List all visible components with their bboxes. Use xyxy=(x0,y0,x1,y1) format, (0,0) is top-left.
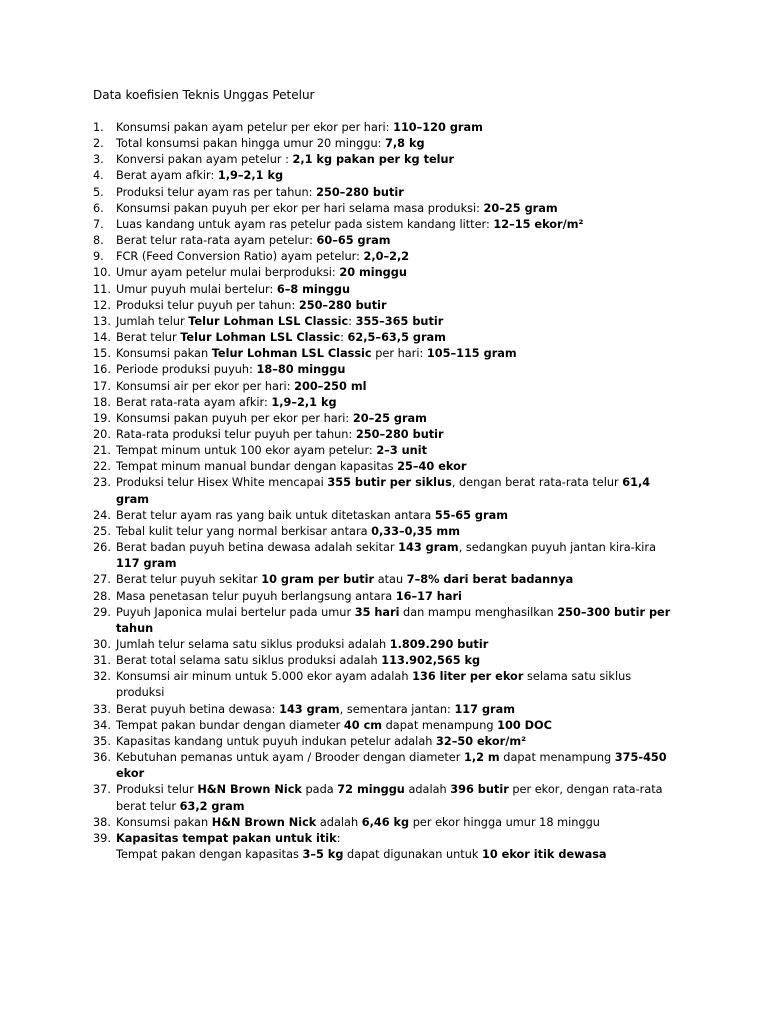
bold-value: 1.809.290 butir xyxy=(389,638,489,651)
item-text: Luas kandang untuk ayam ras petelur pada sistem kandang litter: xyxy=(116,217,494,231)
bold-value: 18–80 minggu xyxy=(256,363,346,377)
list-number: 36. xyxy=(93,751,111,765)
item-text: , dengan berat rata-rata telur xyxy=(451,476,623,490)
bold-value: 375-450 ekor xyxy=(116,751,667,781)
document-title: Data koefisien Teknis Unggas Petelur xyxy=(93,88,315,102)
list-number: 34. xyxy=(93,718,111,732)
bold-value: 200–250 ml xyxy=(294,379,367,393)
item-text: Tempat minum manual bundar dengan kapasitas xyxy=(116,460,398,474)
item-text: Tempat pakan dengan kapasitas xyxy=(116,848,303,862)
list-item xyxy=(93,201,683,217)
item-text: Berat total selama satu siklus produksi adalah xyxy=(116,654,382,668)
list-item xyxy=(93,362,683,378)
list-number: 11. xyxy=(93,282,111,296)
item-text: : xyxy=(348,314,356,328)
list-item xyxy=(93,702,683,718)
bold-value: Telur Lohman LSL Classic xyxy=(188,314,349,328)
bold-value: 250–300 butir per tahun xyxy=(116,605,671,635)
bold-value: 2,0–2,2 xyxy=(363,250,410,264)
list-item-subline xyxy=(116,847,683,863)
item-text: Berat telur xyxy=(116,331,181,345)
list-number: 18. xyxy=(93,395,111,409)
bold-value: 355 butir per siklus xyxy=(327,476,452,490)
item-text: adalah xyxy=(404,783,451,797)
list-number: 5. xyxy=(93,185,104,199)
item-text: , sedangkan puyuh jantan kira-kira xyxy=(458,541,657,555)
bold-value: 2–3 unit xyxy=(376,444,427,458)
list-item xyxy=(93,443,683,459)
item-text: Produksi telur xyxy=(116,783,198,797)
list-item xyxy=(93,589,683,605)
bold-value: 1,9–2,1 kg xyxy=(271,395,337,409)
list-item xyxy=(93,265,683,281)
item-text: per ekor hingga umur 18 minggu xyxy=(409,815,600,829)
list-item xyxy=(93,282,683,298)
list-number: 1. xyxy=(93,121,104,134)
item-text: Puyuh Japonica mulai bertelur pada umur xyxy=(116,605,355,619)
list-item xyxy=(93,136,683,152)
bold-value: 35 hari xyxy=(354,605,400,619)
list-item xyxy=(93,298,683,314)
bold-value: 250–280 butir xyxy=(355,427,444,441)
bold-value: 6–8 minggu xyxy=(276,282,351,296)
list-item xyxy=(93,750,683,782)
item-text: Tebal kulit telur yang normal berkisar antara xyxy=(116,524,372,538)
bold-value: 12–15 ekor/m² xyxy=(493,217,584,231)
item-text: : xyxy=(340,331,348,345)
list-number: 2. xyxy=(93,137,104,151)
bold-value: 113.902,565 kg xyxy=(381,654,481,668)
list-number: 7. xyxy=(93,217,104,231)
item-text: per hari: xyxy=(371,347,427,361)
list-number: 39. xyxy=(93,831,111,845)
list-number: 13. xyxy=(93,314,111,328)
list-number: 22. xyxy=(93,460,111,474)
bold-value: 1,2 m xyxy=(463,751,500,765)
bold-value: 355–365 butir xyxy=(355,314,444,328)
item-text: Rata-rata produksi telur puyuh per tahun: xyxy=(116,427,356,441)
item-text: dapat digunakan untuk xyxy=(343,848,482,862)
list-number: 26. xyxy=(93,541,111,555)
list-number: 8. xyxy=(93,234,104,248)
item-text: Berat telur rata-rata ayam petelur: xyxy=(116,234,317,248)
item-text: Masa penetasan telur puyuh berlangsung antara xyxy=(116,589,396,603)
list-number: 21. xyxy=(93,444,111,458)
item-text: Total konsumsi pakan hingga umur 20 minggu: xyxy=(116,137,386,151)
list-number: 24. xyxy=(93,508,111,522)
item-text: Berat rata-rata ayam afkir: xyxy=(116,395,272,409)
bold-value: H&N Brown Nick xyxy=(211,815,317,829)
list-number: 14. xyxy=(93,331,111,345)
bold-value: 62,5–63,5 gram xyxy=(347,331,446,345)
item-text: Umur ayam petelur mulai berproduksi: xyxy=(116,266,340,280)
list-number: 4. xyxy=(93,169,104,183)
list-item xyxy=(93,217,683,233)
list-item xyxy=(93,249,683,265)
bold-value: 6,46 kg xyxy=(361,815,410,829)
bold-value: 117 gram xyxy=(454,702,516,716)
list-item xyxy=(93,734,683,750)
bold-value: 7,8 kg xyxy=(385,137,425,151)
item-text: selama satu siklus produksi xyxy=(116,670,632,700)
item-text: Berat telur ayam ras yang baik untuk ditetaskan antara xyxy=(116,508,435,522)
list-item xyxy=(93,718,683,734)
bold-value: 2,1 kg pakan per kg telur xyxy=(292,153,455,167)
item-text: atau xyxy=(374,573,407,587)
list-number: 10. xyxy=(93,266,111,280)
list-item xyxy=(93,540,683,572)
bold-value: 250–280 butir xyxy=(316,185,404,199)
bold-value: 10 gram per butir xyxy=(261,573,375,587)
list-number: 27. xyxy=(93,573,111,587)
item-text: Kebutuhan pemanas untuk ayam / Brooder dengan diameter xyxy=(116,751,464,765)
item-text: , sementara jantan: xyxy=(339,702,455,716)
item-text: Tempat pakan bundar dengan diameter xyxy=(116,718,344,732)
bold-value: 20–25 gram xyxy=(483,201,558,215)
list-number: 37. xyxy=(93,783,111,797)
list-item xyxy=(93,314,683,330)
bold-value: 250–280 butir xyxy=(298,298,387,312)
list-item xyxy=(93,637,683,653)
item-text: Konsumsi pakan xyxy=(116,347,212,361)
bold-value: 396 butir xyxy=(450,783,509,797)
list-number: 38. xyxy=(93,815,111,829)
bold-value: 40 cm xyxy=(343,718,383,732)
bold-value: 55-65 gram xyxy=(434,508,508,522)
bold-value: 136 liter per ekor xyxy=(412,670,524,684)
list-item xyxy=(93,152,683,168)
item-text: Berat telur puyuh sekitar xyxy=(116,573,262,587)
list-number: 19. xyxy=(93,411,111,425)
item-text: pada xyxy=(301,783,338,797)
bold-value: 61,4 gram xyxy=(116,476,651,506)
item-text: Tempat minum untuk 100 ekor ayam petelur: xyxy=(116,444,377,458)
item-text: Konversi pakan ayam petelur : xyxy=(116,153,293,167)
list-item xyxy=(93,831,683,863)
item-text: Produksi telur ayam ras per tahun: xyxy=(116,185,317,199)
item-text: Produksi telur Hisex White mencapai xyxy=(116,476,328,490)
coefficient-list xyxy=(93,120,683,863)
list-number: 35. xyxy=(93,734,111,748)
item-text: Konsumsi pakan puyuh per ekor per hari: xyxy=(116,411,353,425)
list-item xyxy=(93,330,683,346)
item-text: Berat ayam afkir: xyxy=(116,169,218,183)
bold-value: 117 gram xyxy=(116,557,177,571)
bold-value: 7–8% dari berat badannya xyxy=(406,573,574,587)
list-item xyxy=(93,475,683,507)
bold-value: Kapasitas tempat pakan untuk itik xyxy=(116,831,337,845)
bold-value: 25–40 ekor xyxy=(397,460,467,474)
list-number: 29. xyxy=(93,605,111,619)
list-item xyxy=(93,669,683,701)
item-text: Konsumsi pakan puyuh per ekor per hari selama masa produksi: xyxy=(116,201,484,215)
bold-value: H&N Brown Nick xyxy=(197,783,302,797)
list-item xyxy=(93,411,683,427)
list-number: 33. xyxy=(93,702,111,716)
item-text: dapat menampung xyxy=(382,718,498,732)
bold-value: 3–5 kg xyxy=(302,848,344,862)
item-text: Kapasitas kandang untuk puyuh indukan petelur adalah xyxy=(116,734,436,748)
item-text: Konsumsi air minum untuk 5.000 ekor ayam adalah xyxy=(116,670,413,684)
list-item xyxy=(93,120,683,136)
list-item xyxy=(93,815,683,831)
item-text: adalah xyxy=(316,815,362,829)
list-number: 25. xyxy=(93,524,111,538)
item-text: Jumlah telur xyxy=(116,314,189,328)
item-text: Periode produksi puyuh: xyxy=(116,363,257,377)
item-text: Berat badan puyuh betina dewasa adalah sekitar xyxy=(116,541,399,555)
item-text: dan mampu menghasilkan xyxy=(399,605,558,619)
list-item xyxy=(93,508,683,524)
bold-value: 1,9–2,1 kg xyxy=(217,169,284,183)
bold-value: 110–120 gram xyxy=(393,121,483,134)
bold-value: 143 gram xyxy=(279,702,340,716)
list-item xyxy=(93,653,683,669)
list-item xyxy=(93,379,683,395)
item-text: Konsumsi pakan ayam petelur per ekor per hari: xyxy=(116,121,394,134)
bold-value: 60–65 gram xyxy=(316,234,391,248)
list-item xyxy=(93,233,683,249)
item-text: : xyxy=(336,831,341,845)
list-number: 32. xyxy=(93,670,111,684)
list-number: 6. xyxy=(93,201,104,215)
bold-value: 32–50 ekor/m² xyxy=(436,734,527,748)
list-number: 12. xyxy=(93,298,111,312)
bold-value: 20 minggu xyxy=(339,266,407,280)
bold-value: 105–115 gram xyxy=(426,347,517,361)
bold-value: 63,2 gram xyxy=(179,799,245,813)
list-item xyxy=(93,524,683,540)
item-text: Konsumsi pakan xyxy=(116,815,212,829)
bold-value: 143 gram xyxy=(398,541,459,555)
item-text: FCR (Feed Conversion Ratio) ayam petelur: xyxy=(116,250,364,264)
list-item xyxy=(93,572,683,588)
bold-value: 72 minggu xyxy=(337,783,405,797)
list-item xyxy=(93,168,683,184)
list-item xyxy=(93,459,683,475)
list-item xyxy=(93,346,683,362)
document-page xyxy=(93,87,683,863)
list-number: 17. xyxy=(93,379,111,393)
bold-value: 10 ekor itik dewasa xyxy=(482,848,607,862)
list-number: 20. xyxy=(93,427,111,441)
list-number: 23. xyxy=(93,476,111,490)
item-text: Konsumsi air per ekor per hari: xyxy=(116,379,295,393)
list-item xyxy=(93,782,683,814)
item-text: Jumlah telur selama satu siklus produksi adalah xyxy=(116,638,390,651)
list-number: 31. xyxy=(93,654,111,668)
item-text: per ekor, dengan rata-rata berat telur xyxy=(116,783,663,813)
bold-value: Telur Lohman LSL Classic xyxy=(211,347,372,361)
list-item xyxy=(93,395,683,411)
bold-value: 16–17 hari xyxy=(395,589,462,603)
list-item xyxy=(93,427,683,443)
list-number: 3. xyxy=(93,153,104,167)
bold-value: 0,33–0,35 mm xyxy=(371,524,460,538)
item-text: dapat menampung xyxy=(499,751,615,765)
list-number: 9. xyxy=(93,250,104,264)
bold-value: Telur Lohman LSL Classic xyxy=(180,331,341,345)
item-text: Produksi telur puyuh per tahun: xyxy=(116,298,299,312)
bold-value: 100 DOC xyxy=(497,718,552,732)
list-number: 28. xyxy=(93,589,111,603)
list-number: 15. xyxy=(93,347,111,361)
item-text: Berat puyuh betina dewasa: xyxy=(116,702,280,716)
list-number: 16. xyxy=(93,363,111,377)
list-item xyxy=(93,605,683,637)
bold-value: 20–25 gram xyxy=(352,411,427,425)
list-item xyxy=(93,185,683,201)
list-number: 30. xyxy=(93,638,111,651)
item-text: Umur puyuh mulai bertelur: xyxy=(116,282,277,296)
